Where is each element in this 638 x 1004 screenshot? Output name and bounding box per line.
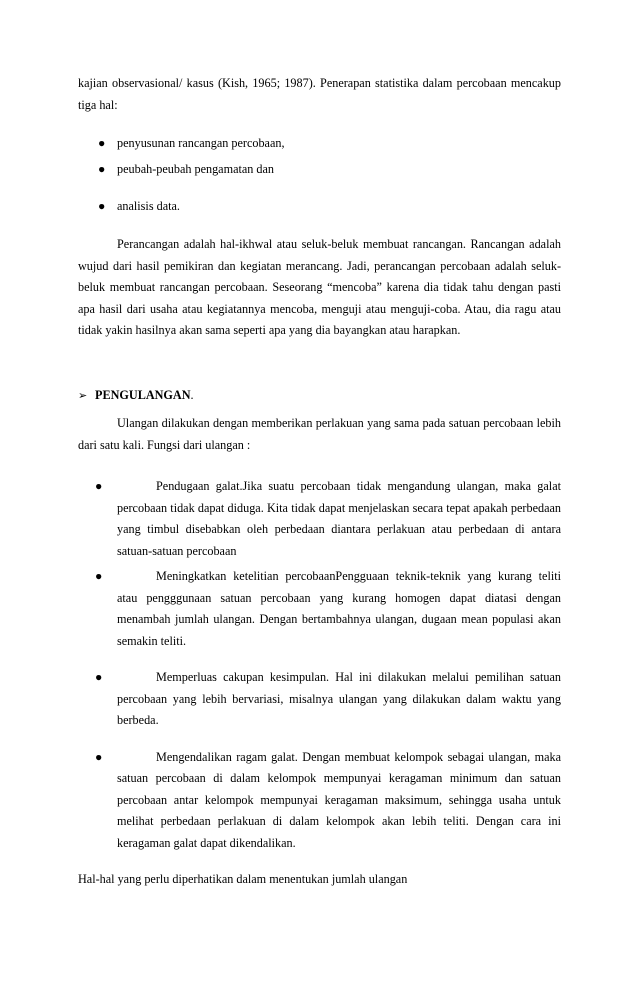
list-item [78,667,561,732]
bullet-icon: ● [95,670,103,684]
list-item [78,476,561,562]
list-item-text: Pendugaan galat.Jika suatu percobaan tidak mengandung ulangan, maka galat percobaan tidak dapat diduga. Kita tidak dapat menjelaskan secara tepat apakah perbedaan yang timbul disebabkan oleh perbedaan diantara perlakuan atau perbedaan di antara satuan-satuan percobaan [117,479,561,558]
closing-line: Hal-hal yang perlu diperhatikan dalam menentukan jumlah ulangan [78,872,408,886]
list-item-text: Meningkatkan ketelitian percobaanPengguaan teknik-teknik yang kurang teliti atau pengggunaan satuan percobaan yang kurang homogen dapat diatasi dengan menambah jumlah ulangan. Dengan bertambahnya ulangan, dugaan mean populasi akan semakin teliti. [117,569,561,648]
list-item-text: analisis data. [117,199,180,213]
list-item [78,133,561,155]
list-item [78,159,561,181]
list-item-text: Mengendalikan ragam galat. Dengan membuat kelompok sebagai ulangan, maka satuan percobaan di dalam kelompok mempunyai keragaman minimum dan satuan percobaan antar kelompok mempunyai keragaman maksimum, sehingga usaha untuk melihat perbedaan perlakuan di dalam kelompok akan lebih teliti. Dengan cara ini keragaman galat dapat dikendalikan. [117,749,561,850]
section-heading-text: PENGULANGAN [95,388,191,402]
ulangan-function-list [78,476,561,854]
list-item-text: Memperluas cakupan kesimpulan. Hal ini dilakukan melalui pemilihan satuan percobaan yang lebih bervariasi, misalnya ulangan yang dilakukan dalam waktu yang berbeda. [117,670,561,727]
list-item-text: penyusunan rancangan percobaan, [117,136,285,150]
bullet-icon: ● [98,136,106,150]
ulangan-paragraph: Ulangan dilakukan dengan memberikan perlakuan yang sama pada satuan percobaan lebih dari satu kali. Fungsi dari ulangan : [78,416,561,452]
statistics-application-list [78,133,561,218]
section-heading-period: . [190,388,194,402]
bullet-icon: ● [95,479,103,493]
bullet-icon: ● [95,569,103,583]
arrow-bullet-icon: ➢ [78,390,88,402]
bullet-icon: ● [98,161,106,176]
section-heading [78,385,561,408]
list-item [78,196,561,218]
perancangan-paragraph: Perancangan adalah hal-ikhwal atau seluk-beluk membuat rancangan. Rancangan adalah wujud dari hasil pemikiran dan kegiatan merancang. Jadi, perancangan percobaan adalah seluk-beluk membuat rancangan percobaan. Seseorang “mencoba” karena dia tidak tahu dengan pasti apa hasil dari usaha atau kegiatannya mencoba, menguji atau menguji-coba. Atau, dia ragu atau tidak yakin hasilnya akan sama seperti apa yang dia bayangkan atau harapkan. [78,237,561,337]
bullet-icon: ● [95,749,103,764]
list-item [78,566,561,652]
list-item-text: peubah-peubah pengamatan dan [117,161,275,176]
intro-paragraph: kajian observasional/ kasus (Kish, 1965; 1987). Penerapan statistika dalam percobaan mencakup tiga hal: [78,76,561,112]
list-item [78,747,561,855]
bullet-icon: ● [98,199,106,213]
